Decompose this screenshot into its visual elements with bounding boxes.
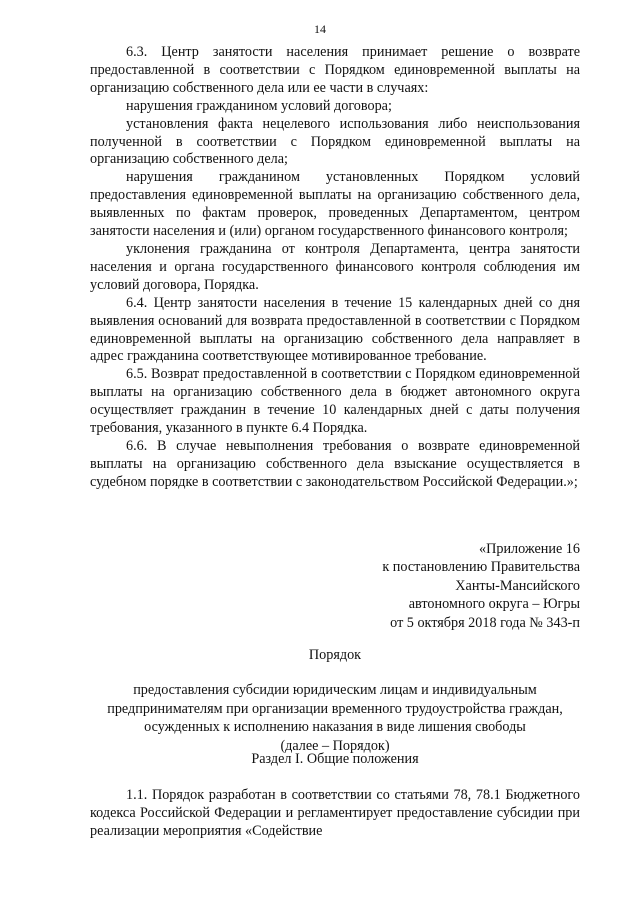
list-item-violation-conditions: нарушения гражданином установленных Порядком условий предоставления единовременной выплаты на организацию собственного дела, выявленных по фактам проверок, проведенных Департаментом, центром занятости населения и (или) органом государственного финансового контроля;	[90, 169, 580, 240]
heading-line: осужденных к исполнению наказания в виде лишения свободы	[144, 719, 526, 736]
body-text	[90, 44, 580, 492]
section-body	[90, 787, 580, 841]
page-number: 14	[314, 22, 326, 36]
heading-line: предпринимателям при организации временного трудоустройства граждан,	[107, 700, 563, 717]
appendix-line: к постановлению Правительства	[382, 559, 580, 576]
appendix-line: Ханты-Мансийского	[455, 577, 580, 594]
document-heading	[90, 646, 580, 755]
paragraph-6-5: 6.5. Возврат предоставленной в соответствии с Порядком единовременной выплаты на организацию собственного дела в бюджет автономного округа осуществляет гражданин в течение 10 календарных дней с даты получения требования, указанного в пункте 6.4 Порядка.	[90, 366, 580, 437]
heading-title: Порядок	[308, 647, 362, 663]
heading-line: предоставления субсидии юридическим лицам и индивидуальным	[133, 682, 537, 699]
list-item-evasion: уклонения гражданина от контроля Департамента, центра занятости населения и органа государственного финансового контроля соблюдения им условий договора, Порядка.	[90, 240, 580, 293]
paragraph-6-4: 6.4. Центр занятости населения в течение 15 календарных дней со дня выявления оснований для возврата предоставленной в соответствии с Порядком единовременной выплаты на организацию собственного дела направляет в адрес гражданина соответствующее мотивированное требование.	[90, 294, 580, 365]
appendix-line: от 5 октября 2018 года № 343-п	[390, 614, 580, 631]
appendix-line: «Приложение 16	[479, 541, 580, 557]
appendix-line: автономного округа – Югры	[408, 596, 580, 613]
section-title: Раздел I. Общие положения	[251, 751, 419, 767]
paragraph-6-3: 6.3. Центр занятости населения принимает решение о возврате предоставленной в соответствии с Порядком единовременной выплаты на организацию собственного дела или ее части в случаях:	[90, 44, 580, 96]
heading-line: (далее – Порядок)	[280, 737, 390, 754]
appendix-reference	[330, 540, 580, 632]
list-item-misuse: установления факта нецелевого использования либо неиспользования полученной в соответствии с Порядком единовременной выплаты на организацию собственного дела;	[90, 115, 580, 168]
paragraph-1-1: 1.1. Порядок разработан в соответствии со статьями 78, 78.1 Бюджетного кодекса Российской Федерации и регламентирует предоставление субсидии при реализации мероприятия «Содействие	[90, 787, 580, 839]
paragraph-6-6: 6.6. В случае невыполнения требования о возврате единовременной выплаты на организацию собственного дела взыскание осуществляется в судебном порядке в соответствии с законодательством Российской Федерации.»;	[90, 437, 580, 490]
list-item-violation-terms: нарушения гражданином условий договора;	[126, 97, 392, 114]
